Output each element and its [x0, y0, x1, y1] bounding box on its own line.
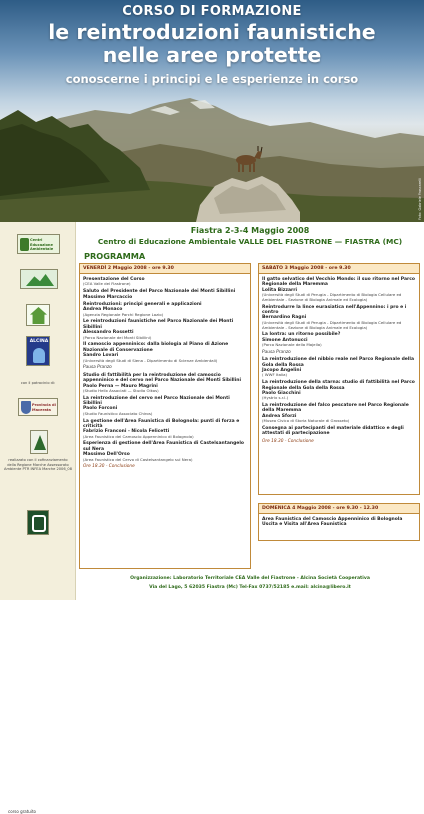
speaker-name: Alessandro Rossetti [83, 330, 134, 336]
event-dates: Fiastra 2-3-4 Maggio 2008 [190, 226, 310, 235]
page-subtitle: conoscerne i principi e le esperienze in corso [65, 72, 359, 86]
talk-title: La reintroduzione del cervo nel Parco Nazionale dei Monti Sibillini [83, 395, 230, 407]
program-item [83, 277, 247, 287]
speaker-affiliation: (Parco Nazionale della Majella) [262, 342, 322, 348]
program-item [262, 332, 416, 348]
speaker-name: Andrea Monaco [83, 307, 123, 313]
speaker-affiliation: (Università degli Studi di Perugia - Dipartimento di Biologia Cellulare ed Ambientale - Sezione di Biologia Animale ed Ecologia) [262, 292, 402, 302]
program-item [262, 305, 416, 331]
speaker-name: Paolo Giacchini [262, 390, 301, 396]
talk-title: Consegna ai partecipanti del materiale didattico e degli attestati di partecipazione [262, 425, 404, 437]
program-item [83, 373, 247, 394]
talk-title: Reintrodurre la lince eurasiatica nell'Appennino: i pro e i contro [262, 304, 407, 316]
talk-title: Il gatto selvatico del Vecchio Mondo: il suo ritorno nel Parco Regionale della Maremma [262, 277, 415, 288]
friday-header: VENERDÌ 2 Maggio 2008 - ore 9.30 [80, 264, 250, 274]
speaker-affiliation: (Area Faunistica del Cervo di Castelsantangelo sul Nera) [83, 456, 193, 462]
speaker-name: Sandro Lovari [83, 353, 119, 359]
program-item [83, 396, 247, 417]
speaker-affiliation: (Museo Civico di Storia Naturale di Grosseto) [262, 418, 350, 424]
friday-items [80, 274, 250, 470]
cofinanziamento-note: realizzato con il cofinanziamento della Regione Marche Assessorato Ambiente PTR INFEA Marche 2006_08 [4, 458, 73, 472]
hero-photo [0, 0, 424, 222]
programma-heading: PROGRAMMA [84, 251, 146, 261]
talk-title: Studio di fattibilità per la reintroduzione del camoscio appenninico e del cervo nel Parco Nazionale dei Monti Sibillini [83, 372, 242, 384]
organizer-line: Organizzazione: Laboratorio Territoriale CEA Valle del Fiastrone - Alcina Società Cooperativa [130, 576, 370, 581]
figure-icon [33, 348, 45, 363]
program-item [262, 277, 416, 303]
talk-title: La lontra: un ritorno possibile? [262, 332, 341, 338]
talk-title: Reintroduzioni: principi generali e applicazioni [83, 301, 202, 307]
mountain-icon [26, 274, 54, 286]
speaker-affiliation: (Studio Faunistico Associato Chiros) [83, 410, 153, 416]
event-venue: Centro di Educazione Ambientale VALLE DEL FIASTRONE — FIASTRA (MC) [97, 237, 403, 246]
program-item [83, 441, 247, 462]
emblem-icon [32, 515, 46, 532]
speaker-name: Massimo Marcaccio [83, 294, 133, 300]
title-line-2: nelle aree protette [102, 43, 322, 67]
saturday-items [259, 274, 419, 444]
info-point-logo [26, 304, 50, 326]
program-item [83, 302, 247, 318]
talk-title: Area Faunistica del Camoscio Appenninico di Bolognola Uscita e Visita all'Area Faunistica [262, 517, 403, 528]
mountain-icon [34, 435, 46, 450]
speaker-name: Fabrizio Franconi - Nicola Felicetti [83, 429, 170, 435]
friday-program-box [79, 263, 251, 569]
lunch-break: Pausa Pranzo [83, 365, 112, 371]
program-item [262, 403, 416, 424]
lunch-break: Pausa Pranzo [262, 349, 291, 355]
alcina-logo-text: ALCINA [29, 339, 49, 344]
saturday-program-box [258, 263, 420, 495]
speaker-name: Paolo Perna — Mauro Magrini [83, 383, 158, 389]
regione-marche-logo [27, 510, 49, 535]
speaker-name: Massimo Dell'Orso [83, 452, 130, 458]
speaker-name: Paolo Forconi [83, 406, 118, 412]
provincia-logo [18, 398, 58, 416]
talk-title: Il camoscio appenninico: dalla biologia al Piano di Azione Nazionale di Conservazione [83, 342, 229, 353]
cea-valle-fiastrone-logo [20, 269, 58, 289]
speaker-name: Lolita Bizzarri [262, 287, 298, 293]
speaker-affiliation: (Hystrix s.r.l.) [262, 395, 289, 401]
saturday-header: SABATO 3 Maggio 2008 - ore 9.30 [259, 264, 419, 274]
photo-credit: Foto: Gabriele Frascarelli [418, 178, 422, 221]
program-item [262, 426, 416, 437]
talk-title: La reintroduzione del falco pescatore nel Parco Regionale della Maremma [262, 403, 409, 414]
program-item [83, 419, 247, 440]
talk-title: La reintroduzione del nibbio reale nel Parco Regionale della Gola della Rossa [262, 357, 414, 368]
speaker-affiliation: (Agenzia Regionale Parchi Regione Lazio) [83, 311, 164, 317]
cea-logo-text: Centri Educazione Ambientale [30, 238, 54, 252]
speaker-name: Simone Antonucci [262, 337, 308, 343]
speaker-affiliation: (Università degli Studi di Siena - Dipartimento di Scienze Ambientali) [83, 357, 218, 363]
program-item [262, 517, 416, 528]
alcina-logo [26, 336, 50, 366]
speaker-affiliation: ( WWF Italia) [262, 372, 288, 378]
sponsor-sidebar [0, 222, 76, 814]
program-item [83, 342, 247, 363]
contact-line: Via del Lago, 5 62035 Fiastra (Mc) Tel-Fax 0737/52185 e.mail: alcina@libero.it [149, 585, 351, 590]
coat-of-arms-icon [21, 401, 31, 414]
speaker-affiliation: (Area Faunistica del Camoscio Appenninico di Bolognola) [83, 433, 194, 439]
house-icon [30, 307, 47, 324]
cea-network-logo [17, 234, 60, 254]
speaker-affiliation: (Parco Nazionale dei Monti Sibillini) [83, 334, 152, 340]
talk-title: Le reintroduzioni faunistiche nel Parco Nazionale dei Monti Sibillini [83, 319, 234, 330]
speaker-affiliation: (CEA Valle del Fiastrone) [83, 281, 131, 287]
provincia-logo-text: Provincia di Macerata [32, 403, 56, 412]
program-item [83, 289, 247, 300]
talk-title: La gestione dell'Area Faunistica di Bolognola: punti di forza e criticità [83, 418, 240, 429]
tree-icon [20, 238, 29, 251]
conclusion-time: Ore 18.30 - Conclusione [262, 438, 314, 444]
page-title [0, 21, 424, 67]
talk-title: Saluto del Presidente del Parco Nazionale dei Monti Sibillini [83, 289, 236, 295]
talk-title: Presentazione del Corso [83, 277, 145, 282]
talk-title: La reintroduzione della starna: studio di fattibilità nel Parco Regionale della Gola della Rossa [262, 380, 415, 391]
program-item [262, 380, 416, 401]
talk-title: Esperienza di gestione dell'Area Faunistica di Castelsantangelo sul Nera [83, 441, 244, 452]
speaker-name: Andrea Sforzi [262, 413, 297, 419]
speaker-affiliation: (Università degli Studi di Perugia - Dipartimento di Biologia Cellulare ed Ambientale - Sezione di Biologia Animale ed Ecologia) [262, 319, 402, 330]
sunday-header: DOMENICA 4 Maggio 2008 - ore 9.30 - 12.30 [259, 504, 419, 514]
title-line-1: le reintroduzioni faunistiche [48, 20, 376, 44]
speaker-name: Bernardino Ragni [262, 315, 307, 321]
course-kicker: CORSO DI FORMAZIONE [122, 4, 302, 19]
patrocinio-label: con il patrocinio di: [20, 381, 56, 385]
program-item [83, 319, 247, 340]
sunday-items [259, 514, 419, 528]
conclusion-time: Ore 18.30 - Conclusione [83, 464, 135, 470]
speaker-name: Jacopo Angelini [262, 367, 302, 373]
sunday-program-box [258, 503, 420, 541]
parco-sibillini-logo [30, 430, 48, 454]
free-course-note: corso gratuito [8, 809, 36, 814]
speaker-affiliation: (Studio Hellx Associati — Studio Oikos) [83, 387, 159, 393]
program-item [262, 357, 416, 378]
